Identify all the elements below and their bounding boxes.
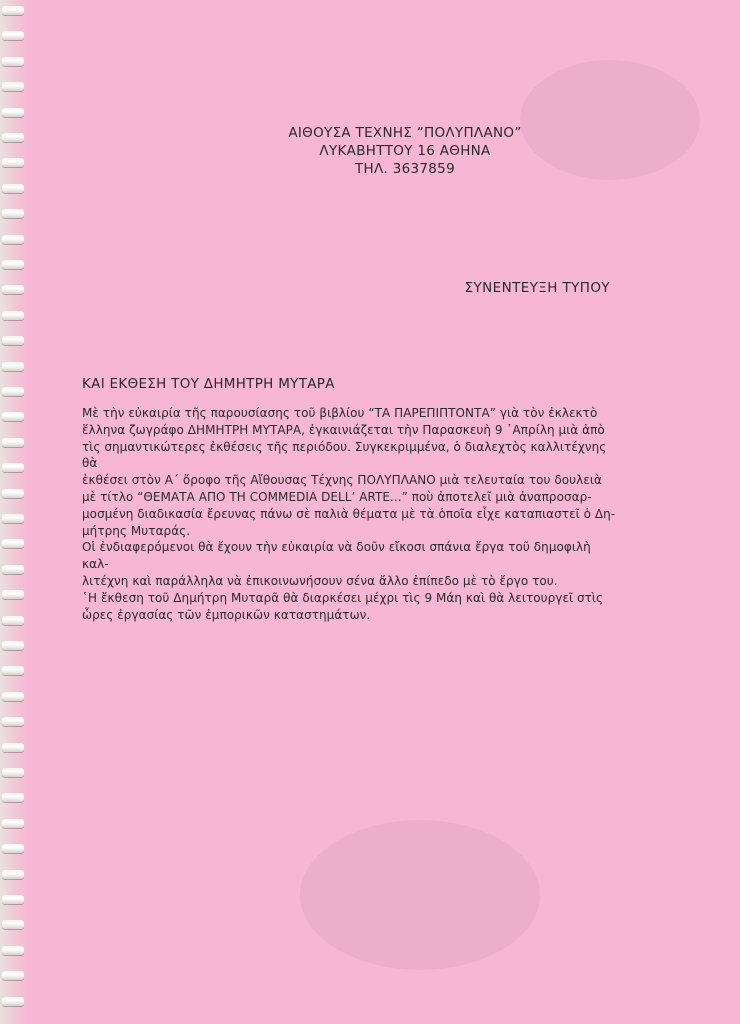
binding-ring — [2, 412, 24, 421]
binding-ring — [2, 362, 24, 371]
binding-ring — [2, 539, 24, 548]
body-line: ἕλληνα ζωγράφο ΔΗΜΗΤΡΗ ΜΥΤΑΡΑ, ἐγκαινιάζεται τὴν Παρασκευὴ 9 ᾿Απρίλη μιὰ ἀπὸ — [82, 422, 605, 437]
binding-ring — [2, 260, 24, 269]
binding-ring — [2, 616, 24, 625]
binding-ring — [2, 971, 24, 980]
binding-ring — [2, 285, 24, 294]
body-line: μὲ τίτλο “ΘΕΜΑΤΑ ΑΠΟ ΤΗ COMMEDIA DELL’ ARTE...” ποὺ ἀποτελεῖ μιὰ ἀναπροσαρ- — [82, 489, 592, 504]
binding-ring — [2, 6, 24, 15]
section-heading: ΚΑΙ ΕΚΘΕΣΗ ΤΟΥ ΔΗΜΗΤΡΗ ΜΥΤΑΡΑ — [82, 376, 335, 392]
body-line: ὧρες ἐργασίας τῶν ἐμπορικῶν καταστημάτων. — [82, 607, 371, 622]
binding-ring — [2, 31, 24, 40]
binding-ring — [2, 920, 24, 929]
binding-ring — [2, 235, 24, 244]
binding-ring — [2, 57, 24, 66]
binding-ring — [2, 946, 24, 955]
binding-ring — [2, 209, 24, 218]
binding-ring — [2, 311, 24, 320]
binding-ring — [2, 692, 24, 701]
binding-ring — [2, 793, 24, 802]
body-line: μήτρης Μυταράς. — [82, 523, 191, 538]
paper-discoloration — [300, 820, 540, 970]
binding-ring — [2, 489, 24, 498]
binding-ring — [2, 819, 24, 828]
binding-ring — [2, 82, 24, 91]
letterhead-phone: ΤΗΛ. 3637859 — [355, 161, 455, 177]
press-conference-title: ΣΥΝΕΝΤΕΥΞΗ ΤΥΠΟΥ — [464, 280, 610, 296]
body-line: Μὲ τὴν εὐκαιρία τῆς παρουσίασης τοῦ βιβλίου “ΤΑ ΠΑΡΕΠΙΠΤΟΝΤΑ” γιὰ τὸν ἐκλεκτὸ — [82, 406, 598, 420]
binding-ring — [2, 387, 24, 396]
letterhead — [0, 124, 740, 178]
body-line: Οἱ ἐνδιαφερόμενοι θὰ ἔχουν τὴν εὐκαιρία νὰ δοῦν εἴκοσι σπάνια ἔργα τοῦ δημοφιλὴ καλ- — [82, 540, 591, 572]
body-line: λιτέχνη καὶ παράλληλα νὰ ἐπικοινωνήσουν σένα ἄλλο ἐπίπεδο μὲ τὸ ἔργο του. — [82, 573, 558, 588]
binding-ring — [2, 336, 24, 345]
binding-ring — [2, 895, 24, 904]
binding-ring — [2, 565, 24, 574]
binding-ring — [2, 641, 24, 650]
body-line: τὶς σημαντικώτερες ἐκθέσεις τῆς περιόδου. Συγκεκριμμένα, ὁ διαλεχτὸς καλλιτέχνης θὰ — [82, 439, 607, 471]
binding-ring — [2, 514, 24, 523]
body-line: ἐκθέσει στὸν Α΄ ὄροφο τῆς Αἴθουσας Τέχνης ΠΟΛΥΠΛΑΝΟ μιὰ τελευταία του δουλειὰ — [82, 473, 602, 488]
binding-ring — [2, 184, 24, 193]
binding-ring — [2, 717, 24, 726]
binding-ring — [2, 108, 24, 117]
binding-ring — [2, 463, 24, 472]
binding-ring — [2, 743, 24, 752]
body-line: μοσμένη διαδικασία ἔρευνας πάνω σὲ παλιὰ θέματα μὲ τὰ ὁποῖα εἶχε καταπιαστεῖ ὁ Δη- — [82, 506, 616, 521]
binding-ring — [2, 768, 24, 777]
binding-ring — [2, 590, 24, 599]
body-line: ῾Η ἔκθεση τοῦ Δημήτρη Μυταρᾶ θὰ διαρκέσει μέχρι τὶς 9 Μάη καὶ θὰ λειτουργεῖ στὶς — [82, 590, 604, 605]
binding-ring — [2, 870, 24, 879]
binding-ring — [2, 438, 24, 447]
binding-ring — [2, 666, 24, 675]
binding-ring — [2, 997, 24, 1006]
body-text — [82, 405, 616, 623]
letterhead-address: ΛΥΚΑΒΗΤΤΟΥ 16 ΑΘΗΝΑ — [319, 143, 491, 159]
letterhead-gallery-name: ΑΙΘΟΥΣΑ ΤΕΧΝΗΣ “ΠΟΛΥΠΛΑΝΟ” — [288, 125, 522, 141]
binding-ring — [2, 844, 24, 853]
